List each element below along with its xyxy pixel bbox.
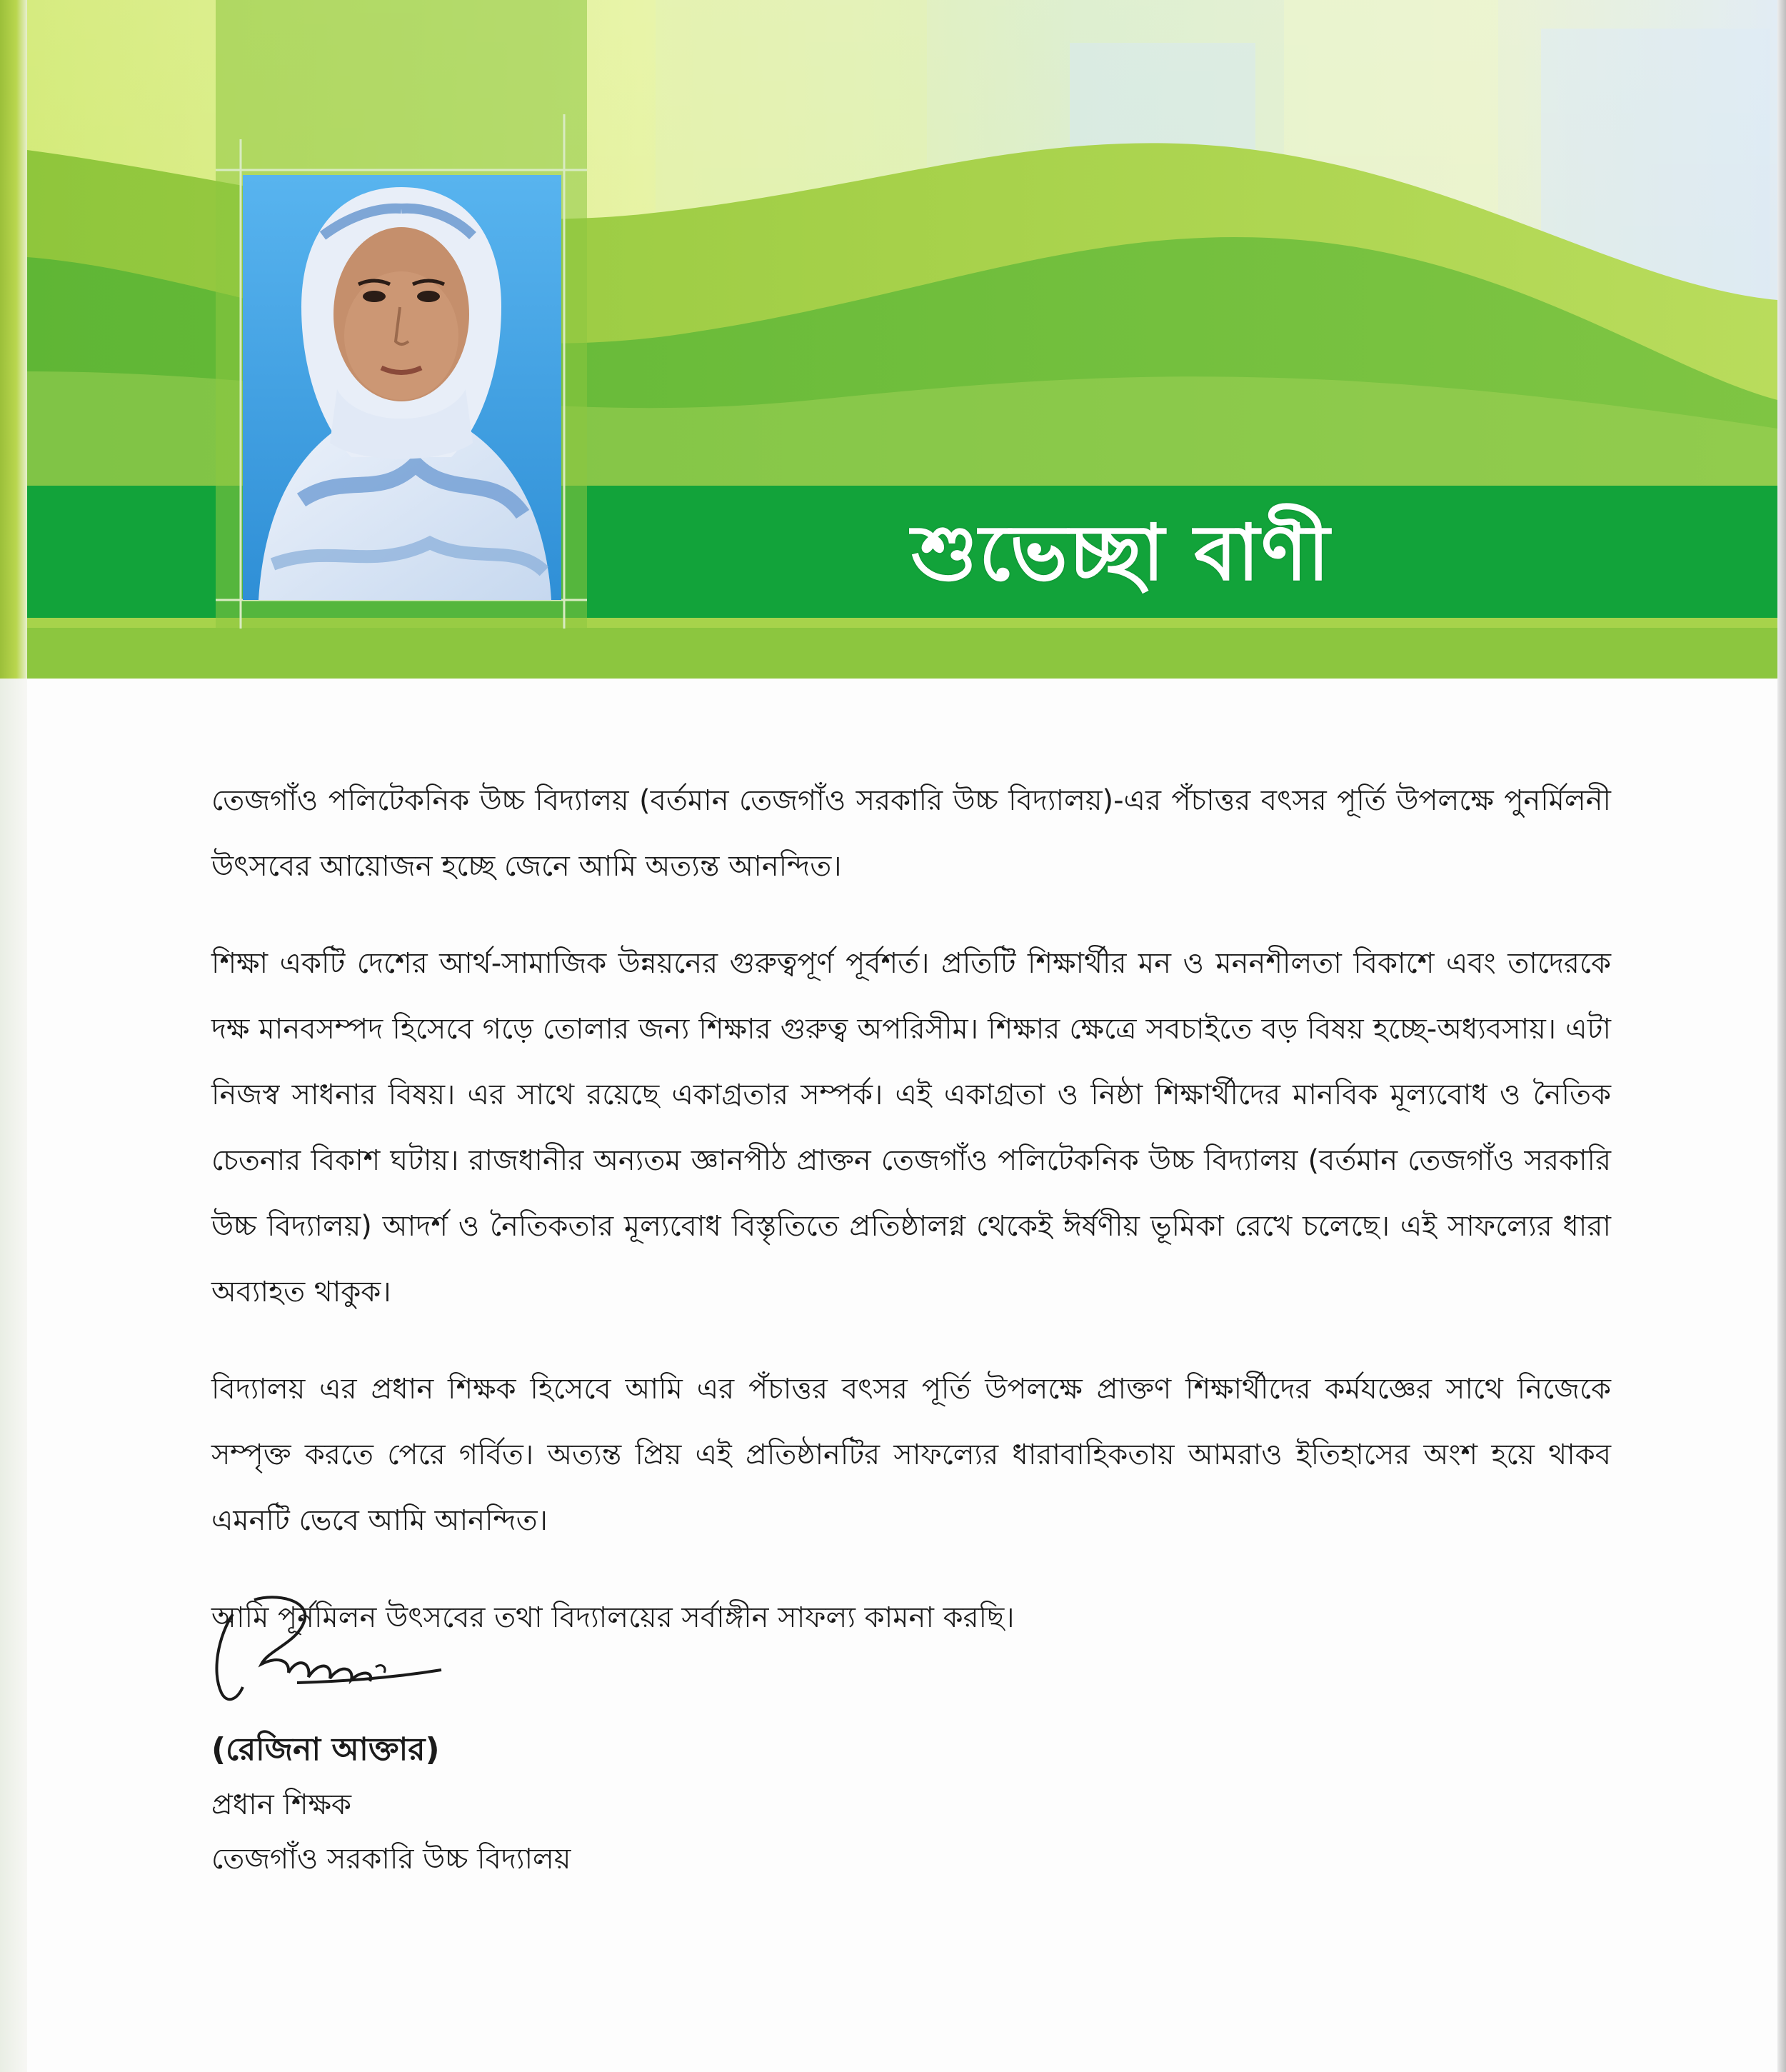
signatory-name: (রেজিনা আক্তার) <box>211 1731 440 1768</box>
message-paragraph-2: শিক্ষা একটি দেশের আর্থ-সামাজিক উন্নয়নের গুরুত্বপূর্ণ পূর্বশর্ত। প্রতিটি শিক্ষার্থীর মন ও মননশীলতা বিকাশে এবং তাদেরকে দক্ষ মানবসম্পদ হিসেবে গড়ে তোলার জন্য শিক্ষার গুরুত্ব অপরিসীম। শিক্ষার ক্ষেত্রে সবচাইতে বড় বিষয় হচ্ছে-অধ্যবসায়। এটা নিজস্ব সাধনার বিষয়। এর সাথে রয়েছে একাগ্রতার সম্পর্ক। এই একাগ্রতা ও নিষ্ঠা শিক্ষার্থীদের মানবিক মূল্যবোধ ও নৈতিক চেতনার বিকাশ ঘটায়। রাজধানীর অন্যতম জ্ঞানপীঠ প্রাক্তন তেজগাঁও পলিটেকনিক উচ্চ বিদ্যালয় (বর্তমান তেজগাঁও সরকারি উচ্চ বিদ্যালয়) আদর্শ ও নৈতিকতার মূল্যবোধ বিস্তৃতিতে প্রতিষ্ঠালগ্ন থেকেই ঈর্ষণীয় ভূমিকা রেখে চলেছে। এই সাফল্যের ধারা অব্যাহত থাকুক। <box>211 947 1611 1308</box>
message-body <box>211 768 1611 1682</box>
message-paragraph-4: আমি পূর্নমিলন উৎসবের তথা বিদ্যালয়ের সর্বাঙ্গীন সাফল্য কামনা করছি। <box>211 1601 1015 1634</box>
show-through-shadow <box>557 704 573 764</box>
portrait-photo-icon <box>216 0 587 629</box>
signatory-institution: তেজগাঁও সরকারি উচ্চ বিদ্যালয় <box>211 1843 571 1876</box>
message-paragraph-3: বিদ্যালয় এর প্রধান শিক্ষক হিসেবে আমি এর পঁচাত্তর বৎসর পূর্তি উপলক্ষে প্রাক্তণ শিক্ষার্থীদের কর্মযজ্ঞের সাথে নিজেকে সম্পৃক্ত করতে পেরে গর্বিত। অত্যন্ত প্রিয় এই প্রতিষ্ঠানটির সাফল্যের ধারাবাহিকতায় আমরাও ইতিহাসের অংশ হয়ে থাকব এমনটি ভেবে আমি আনন্দিত। <box>211 1373 1611 1537</box>
right-page-edge <box>1777 0 1786 2072</box>
message-paragraph-1: তেজগাঁও পলিটেকনিক উচ্চ বিদ্যালয় (বর্তমান তেজগাঁও সরকারি উচ্চ বিদ্যালয়)-এর পঁচাত্তর বৎসর পূর্তি উপলক্ষে পুনর্মিলনী উৎসবের আয়োজন হচ্ছে জেনে আমি অত্যন্ত আনন্দিত। <box>211 784 1611 883</box>
portrait-frame <box>216 0 587 629</box>
banner-title: শুভেচ্ছা বাণী <box>911 509 1331 598</box>
signatory-designation: প্রধান শিক্ষক <box>211 1788 351 1821</box>
handwritten-signature-icon <box>211 1593 454 1714</box>
left-page-edge-lower <box>0 679 27 2072</box>
